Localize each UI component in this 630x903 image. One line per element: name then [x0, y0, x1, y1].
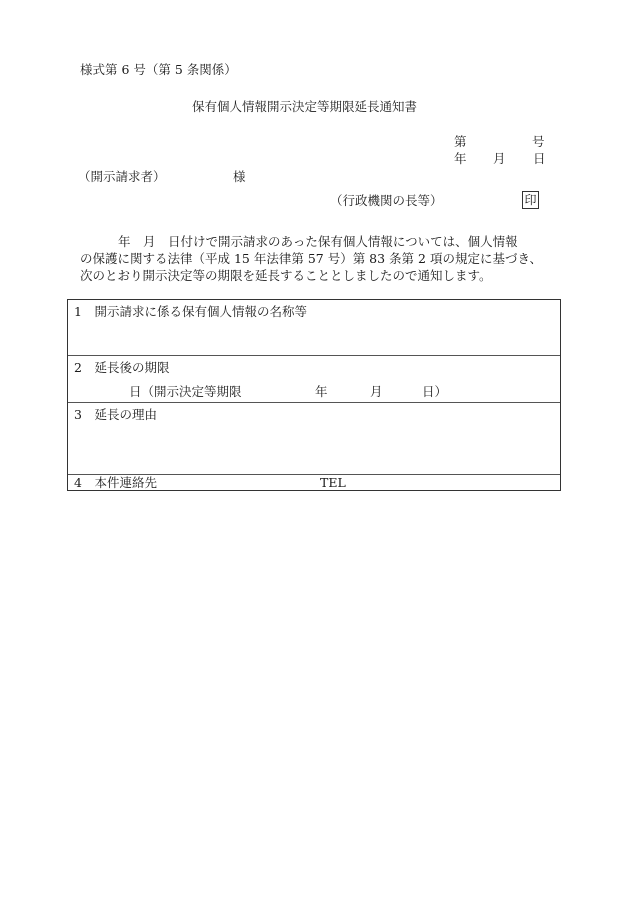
- body-line-2: の保護に関する法律（平成 15 年法律第 57 号）第 83 条第 2 項の規定に基づき、: [80, 251, 542, 266]
- reason-label: 3 延長の理由: [74, 407, 157, 422]
- date-day: 日: [533, 151, 546, 166]
- form-number: 様式第 6 号（第 5 条関係）: [80, 62, 237, 77]
- new-deadline-month: 月: [370, 384, 383, 399]
- table-row-item-name: [68, 300, 560, 356]
- body-line-3: 次のとおり開示決定等の期限を延長することとしましたので通知します。: [80, 268, 492, 283]
- addressee-label: （開示請求者）: [78, 169, 166, 184]
- reference-go: 号: [532, 134, 545, 149]
- reference-dai: 第: [454, 134, 467, 149]
- new-deadline-label: 2 延長後の期限: [74, 360, 170, 375]
- new-deadline-year: 年: [315, 384, 328, 399]
- contact-tel: TEL: [320, 475, 346, 490]
- new-deadline-day-close: 日）: [422, 384, 448, 399]
- contact-label: 4 本件連絡先: [74, 475, 157, 490]
- table-row-contact: [68, 475, 560, 491]
- new-deadline-day: 日（開示決定等期限: [129, 384, 242, 399]
- document-title: 保有個人情報開示決定等期限延長通知書: [192, 99, 418, 114]
- notice-table: [67, 299, 561, 491]
- table-row-reason: [68, 403, 560, 475]
- sender-label: （行政機関の長等）: [330, 193, 443, 208]
- table-row-new-deadline: [68, 356, 560, 403]
- date-year: 年: [454, 151, 467, 166]
- body-line-1: 年 月 日付けで開示請求のあった保有個人情報については、個人情報: [118, 234, 518, 249]
- item-name-label: 1 開示請求に係る保有個人情報の名称等: [74, 304, 307, 319]
- seal-mark: 印: [522, 191, 539, 209]
- addressee-honorific: 様: [233, 169, 246, 184]
- date-month: 月: [493, 151, 506, 166]
